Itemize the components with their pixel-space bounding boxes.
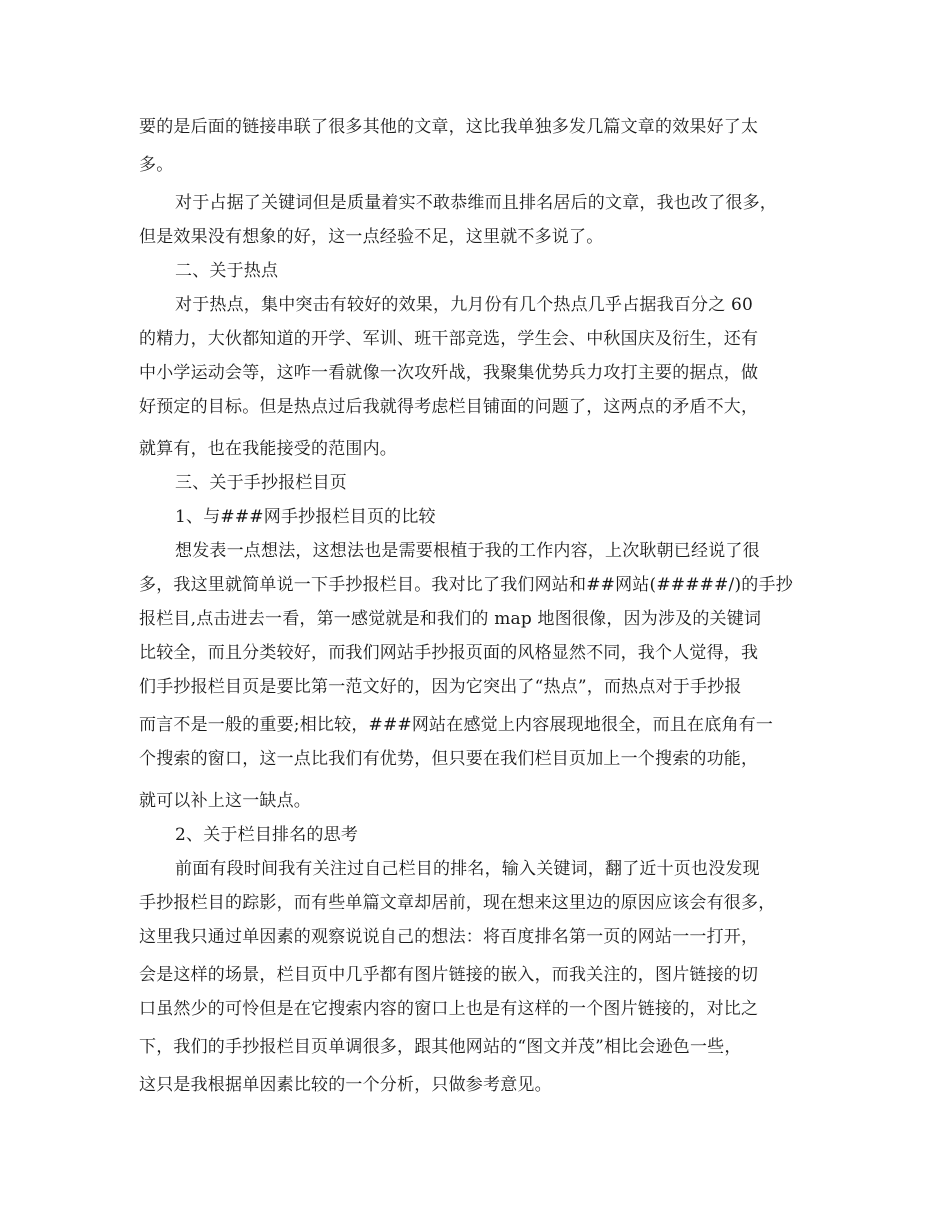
paragraph-line: 多。 — [139, 155, 174, 175]
paragraph-line: 前面有段时间我有关注过自己栏目的排名，输入关键词，翻了近十页也没发现 — [175, 859, 760, 879]
paragraph-line: 这只是我根据单因素比较的一个分析，只做参考意见。 — [139, 1075, 552, 1095]
paragraph-line: 手抄报栏目的踪影，而有些单篇文章却居前，现在想来这里边的原因应该会有很多， — [139, 893, 776, 913]
paragraph-line: 们手抄报栏目页是要比第一范文好的，因为它突出了“热点”，而热点对于手抄报 — [139, 677, 742, 697]
paragraph-line: 对于热点，集中突击有较好的效果，九月份有几个热点几乎占据我百分之 60 — [175, 295, 754, 315]
section-heading: 二、关于热点 — [175, 261, 279, 281]
paragraph-line: 口虽然少的可怜但是在它搜索内容的窗口上也是有这样的一个图片链接的，对比之 — [139, 999, 759, 1019]
paragraph-line: 中小学运动会等，这咋一看就像一次攻歼战，我聚集优势兵力攻打主要的据点，做 — [139, 363, 759, 383]
paragraph-line: 就算有，也在我能接受的范围内。 — [139, 439, 397, 459]
paragraph-line: 会是这样的场景，栏目页中几乎都有图片链接的嵌入，而我关注的，图片链接的切 — [139, 965, 759, 985]
paragraph-line: 这里我只通过单因素的观察说说自己的想法：将百度排名第一页的网站一一打开， — [139, 927, 759, 947]
paragraph-line: 就可以补上这一缺点。 — [139, 791, 311, 811]
paragraph-line: 多，我这里就简单说一下手抄报栏目。我对比了我们网站和##网站(#####/)的手抄 — [139, 575, 793, 595]
paragraph-line: 对于占据了关键词但是质量着实不敢恭维而且排名居后的文章，我也改了很多， — [175, 193, 777, 213]
paragraph-line: 而言不是一般的重要;相比较，###网站在感觉上内容展现地很全，而且在底角有一 — [139, 715, 774, 735]
paragraph-line: 想发表一点想法，这想法也是需要根植于我的工作内容，上次耿朝已经说了很 — [175, 541, 760, 561]
subsection-heading: 2、关于栏目排名的思考 — [175, 825, 359, 845]
paragraph-line: 下，我们的手抄报栏目页单调很多，跟其他网站的“图文并茂”相比会逊色一些， — [139, 1037, 742, 1057]
subsection-heading: 1、与###网手抄报栏目页的比较 — [175, 507, 436, 527]
paragraph-line: 比较全，而且分类较好，而我们网站手抄报页面的风格显然不同，我个人觉得，我 — [139, 643, 759, 663]
paragraph-line: 报栏目,点击进去一看，第一感觉就是和我们的 map 地图很像，因为涉及的关键词 — [139, 609, 762, 629]
paragraph-line: 但是效果没有想象的好，这一点经验不足，这里就不多说了。 — [139, 227, 604, 247]
paragraph-line: 要的是后面的链接串联了很多其他的文章，这比我单独多发几篇文章的效果好了太 — [139, 117, 759, 137]
paragraph-line: 的精力，大伙都知道的开学、军训、班干部竞选，学生会、中秋国庆及衍生，还有 — [139, 329, 759, 349]
section-heading: 三、关于手抄报栏目页 — [175, 473, 347, 493]
paragraph-line: 个搜索的窗口，这一点比我们有优势，但只要在我们栏目页加上一个搜索的功能， — [139, 749, 759, 769]
paragraph-line: 好预定的目标。但是热点过后我就得考虑栏目铺面的问题了，这两点的矛盾不大， — [139, 397, 759, 417]
